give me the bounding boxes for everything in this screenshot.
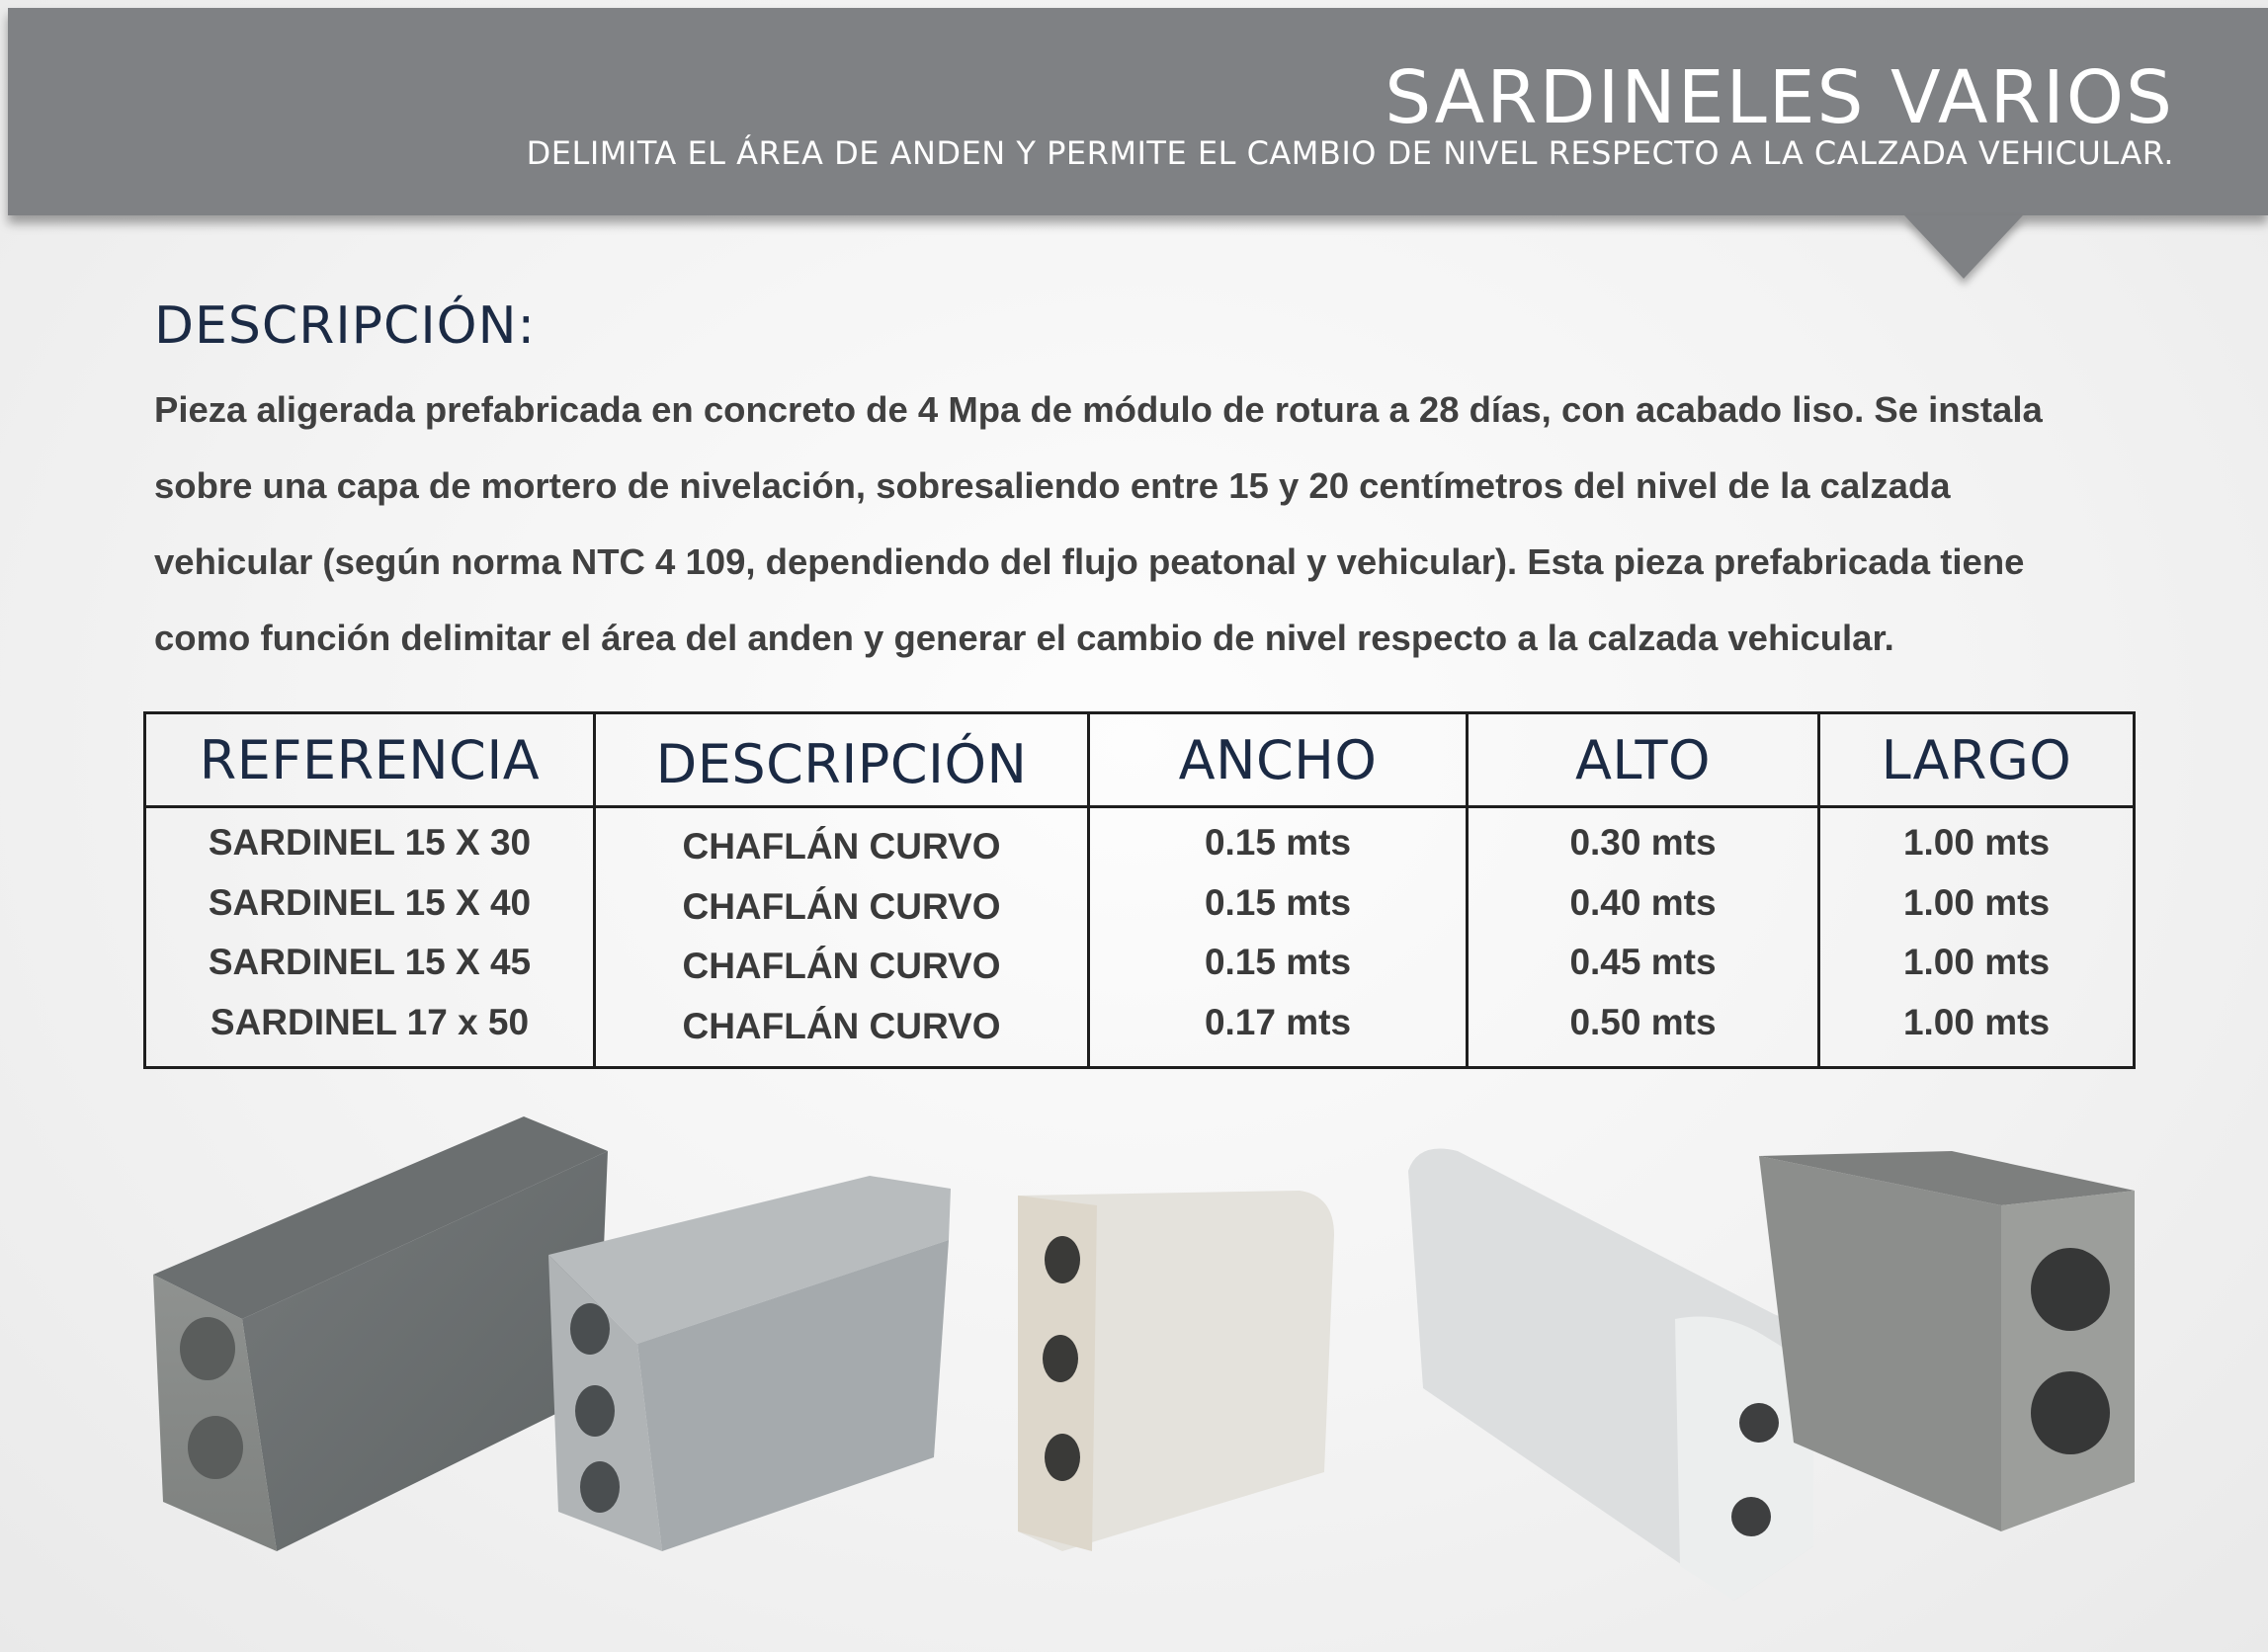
description-line: vehicular (según norma NTC 4 109, dependiendo del flujo peatonal y vehicular). Esta pieza prefabricada tiene <box>154 541 2025 582</box>
table-header-descripcion: DESCRIPCIÓN <box>655 732 1028 795</box>
table-cell: SARDINEL 15 X 45 <box>208 942 532 982</box>
curb-image-3 <box>1003 1176 1339 1556</box>
table-cell: CHAFLÁN CURVO <box>682 946 1001 986</box>
page-title: SARDINELES VARIOS <box>1385 55 2174 140</box>
description-line: sobre una capa de mortero de nivelación, sobresaliendo entre 15 y 20 centímetros del nivel de la calzada <box>154 465 1951 506</box>
curb-image-2 <box>544 1171 959 1556</box>
column-cells <box>146 813 593 1052</box>
table-cell: CHAFLÁN CURVO <box>682 1005 1001 1046</box>
table-header-alto: ALTO <box>1574 728 1712 791</box>
table-cell: 0.15 mts <box>1204 942 1352 982</box>
description-line: como función delimitar el área del anden y generar el cambio de nivel respecto a la calzada vehicular. <box>154 618 1894 658</box>
banner-notch <box>1904 215 2023 279</box>
column-largo <box>1817 714 2133 1066</box>
table-cell: 0.40 mts <box>1569 881 1717 923</box>
table-cell: 1.00 mts <box>1902 942 2051 982</box>
table-cell: CHAFLÁN CURVO <box>682 885 1001 927</box>
table-cell: SARDINEL 17 x 50 <box>210 1001 530 1042</box>
description-heading: DESCRIPCIÓN: <box>154 296 537 356</box>
table-cell: 0.15 mts <box>1204 881 1352 923</box>
table-cell: 0.17 mts <box>1204 1001 1352 1042</box>
table-cell: CHAFLÁN CURVO <box>682 826 1001 867</box>
table-header-largo: LARGO <box>1881 728 2072 791</box>
column-ancho <box>1087 714 1466 1066</box>
page-subtitle: DELIMITA EL ÁREA DE ANDEN Y PERMITE EL CAMBIO DE NIVEL RESPECTO A LA CALZADA VEHICULAR. <box>526 134 2174 172</box>
table-cell: 0.50 mts <box>1569 1001 1717 1042</box>
header-banner <box>8 8 2268 215</box>
column-cells <box>1820 813 2133 1052</box>
table-cell: 0.15 mts <box>1204 822 1352 863</box>
column-descripcion <box>593 714 1087 1066</box>
curb-image-5 <box>1754 1146 2135 1536</box>
table-header-ancho: ANCHO <box>1178 728 1378 791</box>
description-line: Pieza aligerada prefabricada en concreto de 4 Mpa de módulo de rotura a 28 días, con acabado liso. Se instala <box>154 389 2043 430</box>
description-body <box>154 372 2141 676</box>
spec-table <box>143 711 2136 1069</box>
column-cells <box>1469 813 1817 1052</box>
table-cell: SARDINEL 15 X 40 <box>208 881 532 923</box>
table-header-referencia: REFERENCIA <box>199 728 541 791</box>
table-cell: 1.00 mts <box>1902 881 2051 923</box>
table-cell: SARDINEL 15 X 30 <box>208 822 532 863</box>
column-alto <box>1466 714 1817 1066</box>
column-cells <box>596 817 1087 1056</box>
column-referencia <box>146 714 593 1066</box>
table-cell: 1.00 mts <box>1902 822 2051 863</box>
column-cells <box>1090 813 1466 1052</box>
table-cell: 1.00 mts <box>1902 1001 2051 1042</box>
table-cell: 0.30 mts <box>1569 822 1717 863</box>
table-cell: 0.45 mts <box>1569 942 1717 982</box>
